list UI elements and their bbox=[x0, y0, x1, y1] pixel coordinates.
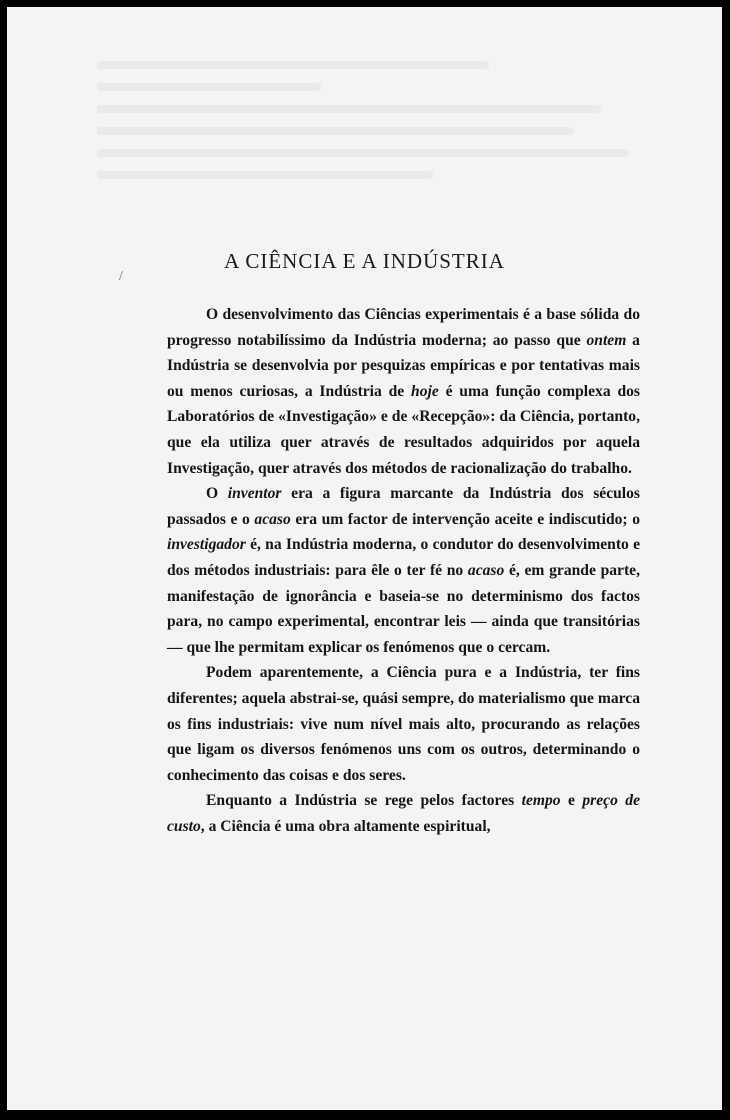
paragraph-1 bbox=[167, 302, 640, 481]
paragraph-3 bbox=[167, 660, 640, 788]
text-run: é, na Indústria moderna, o condutor do desenvolvimento e dos métodos industriais: para êle o ter fé no bbox=[167, 536, 640, 579]
paragraph-4 bbox=[167, 788, 640, 839]
italic-run: inventor bbox=[227, 485, 282, 503]
italic-run: ontem bbox=[586, 331, 627, 349]
document-page bbox=[7, 7, 722, 1110]
text-run: a Indústria se desenvolvia por pesquizas empíricas e por tentativas mais ou menos curiosas, a Indústria de bbox=[167, 331, 640, 400]
italic-run: hoje bbox=[411, 382, 439, 400]
text-run: é, em grande parte, manifestação de ignorância e baseia-se no determinismo dos factos para, no campo experimental, encontrar leis — ainda que transitórias — que lhe permitam explicar os fenómenos que o cercam. bbox=[167, 561, 640, 656]
page-title: A CIÊNCIA E A INDÚSTRIA bbox=[224, 249, 505, 273]
paragraph-2 bbox=[167, 481, 640, 660]
text-run: Podem aparentemente, a Ciência pura e a Indústria, ter fins diferentes; aquela abstrai-se, quási sempre, do materialismo que marca os fins industriais: vive num nível mais alto, procurando as relações que ligam os diversos fenómenos uns com os outros, determinando o conhecimento das coisas e dos seres. bbox=[167, 664, 640, 784]
text-run: era um factor de intervenção aceite e indiscutido; o bbox=[290, 510, 640, 528]
text-run: é uma função complexa dos Laboratórios de «Investigação» e de «Recepção»: da Ciência, portanto, que ela utiliza quer através de resultados adquiridos por aquela Investigação, quer através dos métodos de racionalização do trabalho. bbox=[167, 382, 640, 477]
text-run: , a Ciência é uma obra altamente espiritual, bbox=[200, 817, 491, 835]
body-text bbox=[167, 302, 640, 839]
bleed-through-shadow bbox=[97, 47, 657, 217]
italic-run: acaso bbox=[467, 561, 505, 579]
italic-run: investigador bbox=[167, 536, 246, 554]
text-run: O desenvolvimento das Ciências experimentais é a base sólida do progresso notabilíssimo da Indústria moderna; ao passo que bbox=[167, 306, 640, 349]
text-run: O bbox=[206, 485, 228, 503]
italic-run: preço de custo bbox=[167, 792, 641, 835]
text-run: era a figura marcante da Indústria dos séculos passados e o bbox=[167, 485, 640, 528]
italic-run: tempo bbox=[521, 792, 561, 810]
text-run: Enquanto a Indústria se rege pelos factores bbox=[206, 792, 522, 810]
margin-mark: / bbox=[119, 269, 123, 284]
italic-run: acaso bbox=[254, 510, 291, 528]
text-run: e bbox=[560, 792, 583, 810]
